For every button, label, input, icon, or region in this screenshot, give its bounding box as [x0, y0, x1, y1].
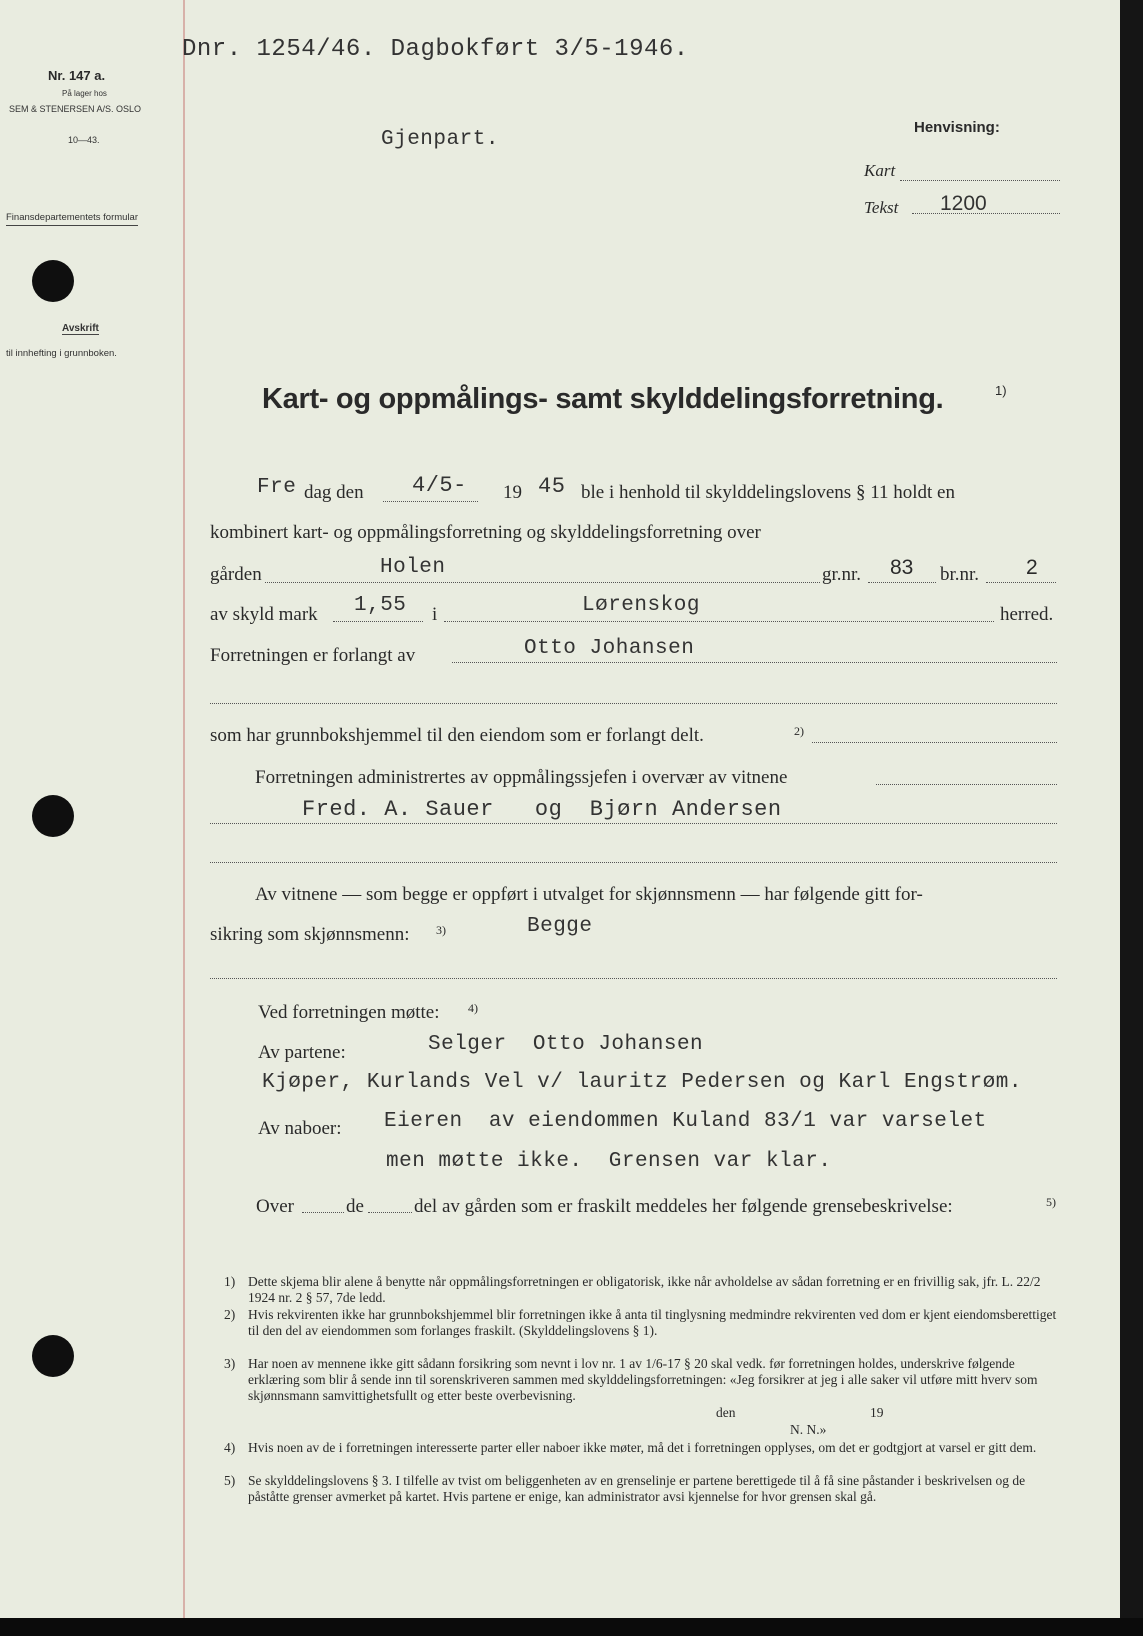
over-label: Over	[256, 1196, 294, 1217]
admin-dotline	[876, 784, 1057, 785]
kart-dotline	[900, 180, 1060, 181]
scan-border-bottom	[0, 1618, 1143, 1636]
punch-hole-top	[32, 260, 74, 302]
forlangt-value: Otto Johansen	[524, 637, 695, 660]
skyld-value: 1,55	[354, 594, 407, 617]
footnote-3-number: 3)	[224, 1356, 236, 1371]
herred-dotline	[444, 621, 994, 622]
vitner-value: Fred. A. Sauer og Bjørn Andersen	[302, 797, 782, 822]
punch-hole-bottom	[32, 1335, 74, 1377]
skyld-dotline	[333, 621, 423, 622]
last-line: del av gården som er fraskilt meddeles her følgende grensebeskrivelse:	[414, 1196, 953, 1217]
vitner-dotline	[210, 823, 1057, 824]
garden-value: Holen	[380, 556, 446, 579]
footnote-4	[224, 1440, 1060, 1456]
footnote-3-den: den	[716, 1405, 736, 1420]
blank-dotline-2	[210, 862, 1057, 863]
vitner-footnote: 3)	[436, 923, 446, 937]
brnr-dotline	[986, 582, 1056, 583]
tekst-label: Tekst	[864, 198, 899, 217]
blank-dotline-1	[210, 703, 1057, 704]
naboer-value1: Eieren av eiendommen Kuland 83/1 var varselet	[384, 1110, 987, 1133]
edition: 10—43.	[68, 135, 100, 145]
grnr-value: 83	[890, 556, 914, 579]
footnote-1-number: 1)	[224, 1274, 236, 1289]
margin-rule	[183, 0, 185, 1618]
footnote-5-number: 5)	[224, 1473, 236, 1488]
form-number: Nr. 147 a.	[48, 68, 106, 83]
garden-label: gården	[210, 564, 262, 585]
innhefting-label: til innhefting i grunnboken.	[6, 348, 117, 359]
title-footnote: 1)	[995, 383, 1007, 398]
blank-dotline-3	[210, 978, 1057, 979]
partene-value2: Kjøper, Kurlands Vel v/ lauritz Pedersen og Karl Engstrøm.	[262, 1071, 1022, 1094]
naboer-label: Av naboer:	[258, 1118, 342, 1139]
garden-dotline	[265, 582, 820, 583]
over-dotline	[302, 1212, 344, 1213]
scan-border-right	[1120, 0, 1143, 1636]
begge-value: Begge	[527, 915, 593, 938]
kart-label: Kart	[864, 161, 896, 180]
day-value: Fre	[257, 476, 297, 499]
partene-value1: Selger Otto Johansen	[428, 1033, 704, 1056]
i-label: i	[432, 604, 438, 625]
year-prefix: 19	[503, 482, 522, 503]
forlangt-label: Forretningen er forlangt av	[210, 645, 416, 666]
tekst-value: 1200	[940, 192, 987, 215]
motte-footnote: 4)	[468, 1001, 478, 1015]
footnote-3-year: 19	[870, 1405, 884, 1420]
grnr-dotline	[868, 582, 936, 583]
partene-label: Av partene:	[258, 1042, 346, 1063]
footnote-1-text: Dette skjema blir alene å benytte når oppmålingsforretningen er obligatorisk, ikke når avholdelse av sådan forretning er en frivillig sak, jfr. L. 22/2 1924 nr. 2 § 57, 7de ledd.	[248, 1274, 1041, 1305]
footnote-5-text: Se skylddelingslovens § 3. I tilfelle av tvist om beliggenheten av en grenselinje er partene berettigede til å få sine påstander i beskrivelsen og de påståtte grenser avmerket på kartet. Hvis partene er enige, kan administrator avsi kjennelse for hvor grensen skal gå.	[248, 1473, 1026, 1504]
naboer-value2: men møtte ikke. Grensen var klar.	[386, 1150, 832, 1173]
dnr-line: Dnr. 1254/46. Dagbokført 3/5-1946.	[182, 36, 689, 63]
de-label: de	[346, 1196, 364, 1217]
year-value: 45	[538, 474, 566, 499]
footnote-3-signature: N. N.»	[790, 1422, 827, 1437]
forlangt-dotline	[452, 662, 1057, 663]
skyld-label: av skyld mark	[210, 604, 318, 625]
footnote-4-text: Hvis noen av de i forretningen interesserte parter eller naboer ikke møter, må det i forretningen opplyses, om det er godtgjort at varsel er gitt dem.	[248, 1440, 1037, 1455]
admin-label: Forretningen administrertes av oppmålingssjefen i overvær av vitnene	[255, 767, 788, 788]
footnote-2	[224, 1307, 1060, 1339]
footnote-2-text: Hvis rekvirenten ikke har grunnbokshjemmel blir forretningen ikke å anta til tinglysning medmindre rekvirenten ved dom er kjent eiendomsberettiget til den del av eiendommen som forlanges fraskilt. (Skylddelingslovens § 1).	[248, 1307, 1057, 1338]
grnr-label: gr.nr.	[822, 564, 862, 585]
herred-value: Lørenskog	[582, 594, 700, 617]
tekst-dotline	[912, 213, 1060, 214]
vitner-text1: Av vitnene — som begge er oppført i utvalget for skjønnsmenn — har følgende gitt for-	[255, 884, 923, 905]
footnote-1	[224, 1274, 1060, 1306]
footnote-5	[224, 1473, 1060, 1505]
grunnbok-footnote: 2)	[794, 724, 804, 738]
publisher-line1: På lager hos	[62, 89, 107, 98]
dag-den-label: dag den	[304, 482, 364, 503]
henvisning-title: Henvisning:	[914, 119, 1000, 136]
date-dotline	[383, 501, 478, 502]
formular-label: Finansdepartementets formular	[6, 212, 138, 226]
punch-hole-middle	[32, 795, 74, 837]
herred-label: herred.	[1000, 604, 1054, 625]
footnote-3-text: Har noen av mennene ikke gitt sådann forsikring som nevnt i lov nr. 1 av 1/6-17 § 20 skal vedk. før forretningen holdes, underskrive følgende erklæring som blir å sende inn til sorenskriveren sammen med skylddelingsforretningen: «Jeg forsikrer at jeg i alle saker vil utføre mitt hverv som skjønnsmann samvittighetsfullt og etter beste overbevisning.	[248, 1356, 1038, 1403]
gjenpart-label: Gjenpart.	[381, 128, 499, 151]
footnote-3	[224, 1356, 1060, 1404]
brnr-value: 2	[1026, 556, 1038, 579]
grunnbok-dotline	[812, 742, 1057, 743]
line2-text: kombinert kart- og oppmålingsforretning og skylddelingsforretning over	[210, 522, 761, 543]
de-dotline	[368, 1212, 412, 1213]
motte-label: Ved forretningen møtte:	[258, 1002, 440, 1023]
publisher-line2: SEM & STENERSEN A/S. OSLO	[9, 104, 142, 114]
line1-text: ble i henhold til skylddelingslovens § 11 holdt en	[581, 482, 955, 503]
brnr-label: br.nr.	[940, 564, 980, 585]
footnote-2-number: 2)	[224, 1307, 236, 1322]
footnote-4-number: 4)	[224, 1440, 236, 1455]
form-title: Kart- og oppmålings- samt skylddelingsforretning.	[262, 383, 944, 415]
avskrift-label: Avskrift	[62, 323, 99, 334]
date-value: 4/5-	[412, 473, 467, 498]
grunnbok-label: som har grunnbokshjemmel til den eiendom som er forlangt delt.	[210, 725, 704, 746]
last-footnote: 5)	[1046, 1195, 1056, 1209]
vitner-text2: sikring som skjønnsmenn:	[210, 924, 410, 945]
